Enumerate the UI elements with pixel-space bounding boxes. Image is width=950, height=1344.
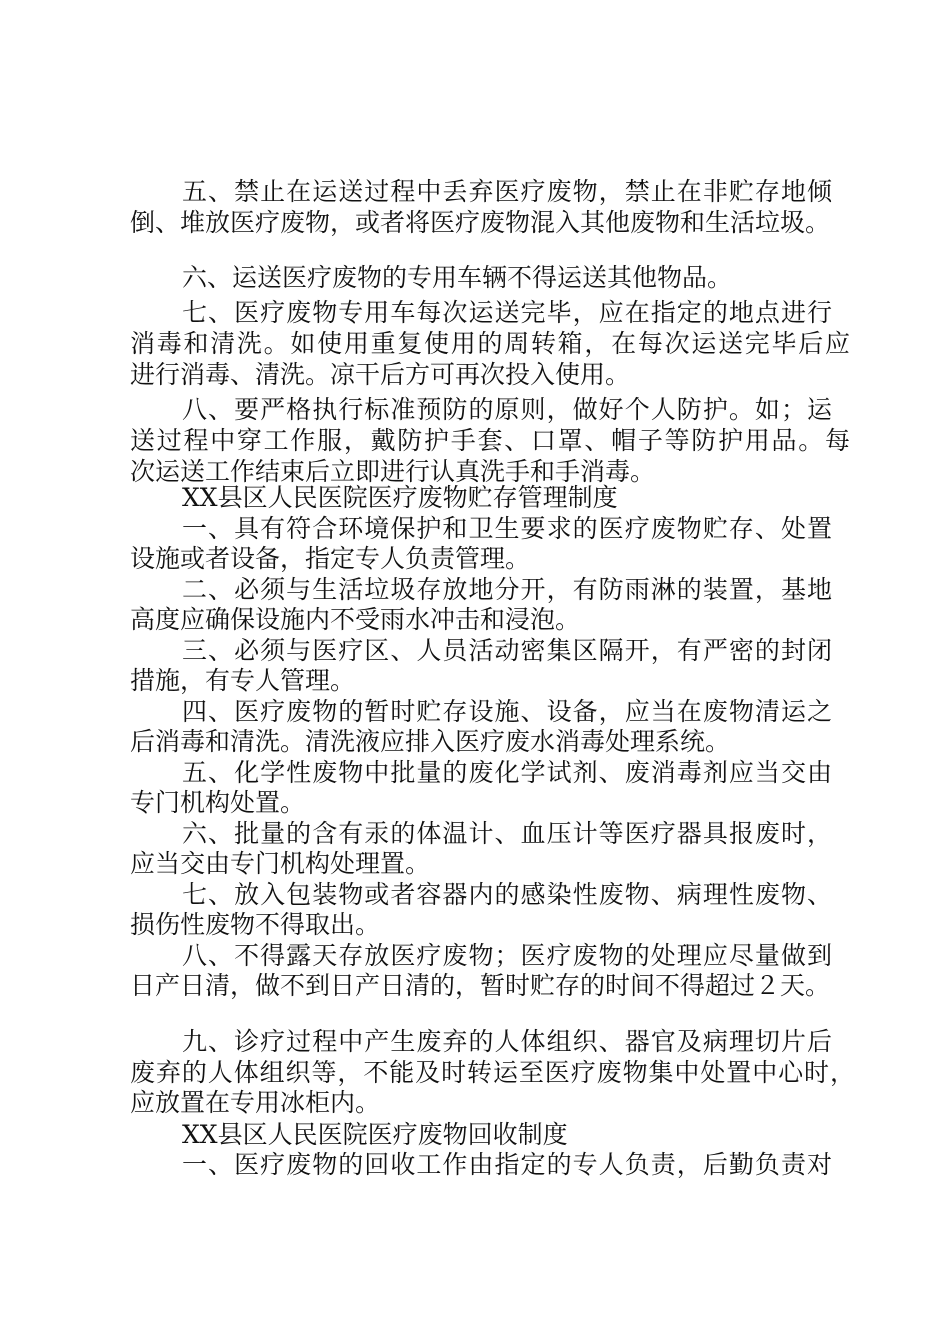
paragraph-line: 消毒和清洗。如使用重复使用的周转箱，在每次运送完毕后应 <box>130 329 850 358</box>
paragraph-line: 送过程中穿工作服，戴防护手套、口罩、帽子等防护用品。每 <box>130 426 850 455</box>
paragraph-line: 五、禁止在运送过程中丢弃医疗废物，禁止在非贮存地倾 <box>182 177 832 206</box>
paragraph-line: 一、医疗废物的回收工作由指定的专人负责，后勤负责对 <box>182 1150 832 1179</box>
paragraph-line: 次运送工作结束后立即进行认真洗手和手消毒。 <box>130 457 656 486</box>
paragraph-line: 六、批量的含有汞的体温计、血压计等医疗器具报废时， <box>182 819 832 848</box>
paragraph-line: 九、诊疗过程中产生废弃的人体组织、器官及病理切片后 <box>182 1027 832 1056</box>
paragraph-line: 一、具有符合环境保护和卫生要求的医疗废物贮存、处置 <box>182 514 832 543</box>
paragraph-line: 四、医疗废物的暂时贮存设施、设备，应当在废物清运之 <box>182 697 832 726</box>
paragraph-line: 损伤性废物不得取出。 <box>130 910 381 939</box>
paragraph-line: 后消毒和清洗。清洗液应排入医疗废水消毒处理系统。 <box>130 727 731 756</box>
paragraph-line: 日产日清，做不到日产日清的，暂时贮存的时间不得超过２天。 <box>130 971 831 1000</box>
paragraph-line: 六、运送医疗废物的专用车辆不得运送其他物品。 <box>182 263 733 292</box>
paragraph-line: 八、不得露天存放医疗废物；医疗废物的处理应尽量做到 <box>182 941 832 970</box>
paragraph-line: 七、医疗废物专用车每次运送完毕，应在指定的地点进行 <box>182 298 832 327</box>
paragraph-line: 七、放入包装物或者容器内的感染性废物、病理性废物、 <box>182 880 832 909</box>
paragraph-line: 八、要严格执行标准预防的原则，做好个人防护。如；运 <box>182 395 832 424</box>
section-heading: XX县区人民医院医疗废物回收制度 <box>182 1120 568 1149</box>
paragraph-line: 应当交由专门机构处理置。 <box>130 849 431 878</box>
paragraph-line: 专门机构处置。 <box>130 788 306 817</box>
paragraph-line: 倒、堆放医疗废物，或者将医疗废物混入其他废物和生活垃圾。 <box>130 208 831 237</box>
paragraph-line: 措施，有专人管理。 <box>130 666 356 695</box>
paragraph-line: 设施或者设备，指定专人负责管理。 <box>130 544 531 573</box>
paragraph-line: 高度应确保设施内不受雨水冲击和浸泡。 <box>130 605 581 634</box>
paragraph-line: 二、必须与生活垃圾存放地分开，有防雨淋的装置，基地 <box>182 575 832 604</box>
section-heading: XX县区人民医院医疗废物贮存管理制度 <box>182 483 618 512</box>
paragraph-line: 应放置在专用冰柜内。 <box>130 1088 381 1117</box>
paragraph-line: 三、必须与医疗区、人员活动密集区隔开，有严密的封闭 <box>182 636 832 665</box>
paragraph-line: 进行消毒、清洗。凉干后方可再次投入使用。 <box>130 360 631 389</box>
paragraph-line: 五、化学性废物中批量的废化学试剂、废消毒剂应当交由 <box>182 758 832 787</box>
paragraph-line: 废弃的人体组织等，不能及时转运至医疗废物集中处置中心时， <box>130 1058 855 1087</box>
